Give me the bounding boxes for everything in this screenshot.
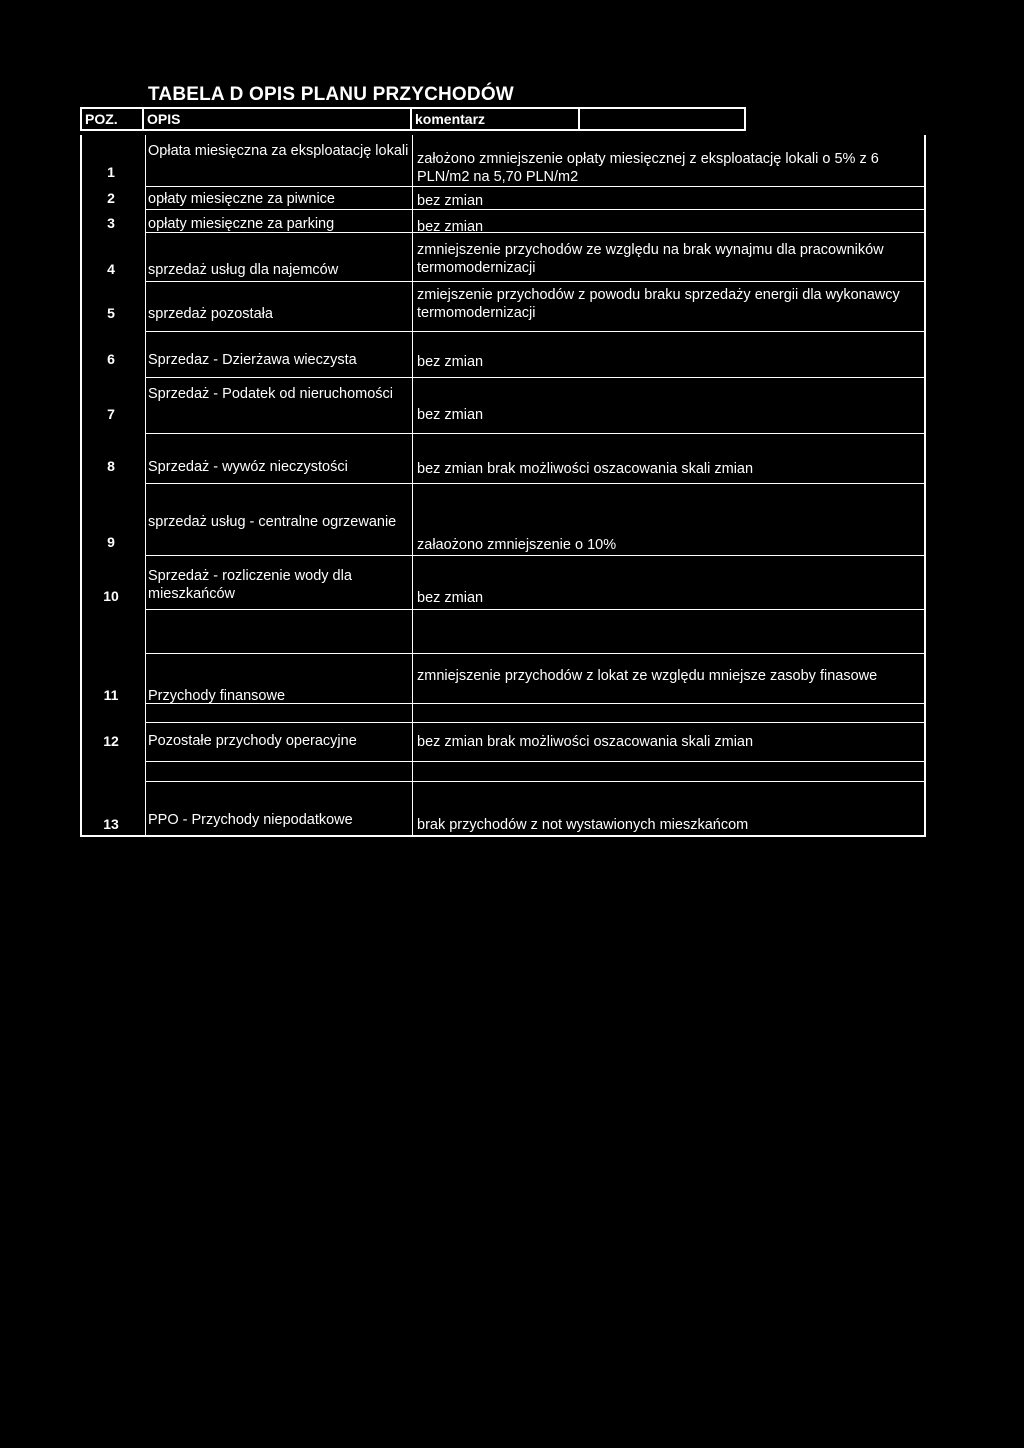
row-divider <box>145 609 924 610</box>
row-number: 5 <box>107 305 115 321</box>
row-number: 12 <box>103 733 119 749</box>
row-number: 13 <box>103 816 119 832</box>
row-comment: zmniejszenie przychodów ze względu na brak wynajmu dla pracowników termomodernizacji <box>417 242 884 276</box>
row-description: Sprzedaż - wywóz nieczystości <box>148 459 348 475</box>
row-divider <box>145 281 924 282</box>
revenue-table <box>80 135 926 837</box>
row-description: Przychody finansowe <box>148 688 286 704</box>
row-comment: bez zmian brak możliwości oszacowania skali zmian <box>417 461 754 477</box>
row-divider <box>145 653 924 654</box>
row-number: 10 <box>103 588 119 604</box>
row-comment: załaożono zmniejszenie o 10% <box>417 537 617 553</box>
row-comment: bez zmian <box>417 354 484 370</box>
table-header <box>80 107 746 131</box>
row-description: opłaty miesięczne za parking <box>148 216 335 232</box>
row-divider <box>145 186 924 187</box>
row-divider <box>145 433 924 434</box>
row-comment: bez zmian <box>417 407 484 423</box>
row-description: sprzedaż usług dla najemców <box>148 262 339 278</box>
row-number: 1 <box>107 164 115 180</box>
row-number: 2 <box>107 190 115 206</box>
row-comment: zmniejszenie przychodów z lokat ze względu mniejsze zasoby finasowe <box>417 668 878 684</box>
row-comment: założono zmniejszenie opłaty miesięcznej z eksploatację lokali o 5% z 6 PLN/m2 na 5,70 PLN/m2 <box>417 151 879 185</box>
row-comment: bez zmian <box>417 219 484 235</box>
row-number: 4 <box>107 261 115 277</box>
column-divider <box>145 135 146 835</box>
row-description: Opłata miesięczna za eksploatację lokali <box>148 143 409 159</box>
row-number: 8 <box>107 458 115 474</box>
row-divider <box>145 722 924 723</box>
row-divider <box>145 483 924 484</box>
header-poz: POZ. <box>82 109 144 129</box>
header-empty-cell <box>580 109 744 129</box>
page-title: TABELA D OPIS PLANU PRZYCHODÓW <box>148 84 514 105</box>
column-divider <box>412 135 413 835</box>
row-description: Pozostałe przychody operacyjne <box>148 733 357 749</box>
row-comment: bez zmian <box>417 193 484 209</box>
row-number: 3 <box>107 215 115 231</box>
row-number: 11 <box>103 687 119 703</box>
row-number: 9 <box>107 534 115 550</box>
row-description: Sprzedaż - Podatek od nieruchomości <box>148 386 394 402</box>
row-description: sprzedaż pozostała <box>148 306 273 322</box>
row-divider <box>145 781 924 782</box>
row-divider <box>145 555 924 556</box>
row-number: 6 <box>107 351 115 367</box>
header-opis: OPIS <box>144 109 412 129</box>
header-komentarz: komentarz <box>412 109 580 129</box>
row-description: PPO - Przychody niepodatkowe <box>148 812 353 828</box>
row-comment: brak przychodów z not wystawionych mieszkańcom <box>417 817 749 833</box>
row-description: Sprzedaż - rozliczenie wody dla mieszkańców <box>148 568 352 602</box>
row-number: 7 <box>107 406 115 422</box>
row-divider <box>145 377 924 378</box>
row-divider <box>145 331 924 332</box>
row-description: Sprzedaz - Dzierżawa wieczysta <box>148 352 357 368</box>
row-comment: bez zmian <box>417 590 484 606</box>
row-description: opłaty miesięczne za piwnice <box>148 191 335 207</box>
row-divider <box>145 761 924 762</box>
row-comment: bez zmian brak możliwości oszacowania skali zmian <box>417 734 754 750</box>
row-comment: zmiejszenie przychodów z powodu braku sprzedaży energii dla wykonawcy termomodernizacji <box>417 287 900 321</box>
row-description: sprzedaż usług - centralne ogrzewanie <box>148 514 397 530</box>
